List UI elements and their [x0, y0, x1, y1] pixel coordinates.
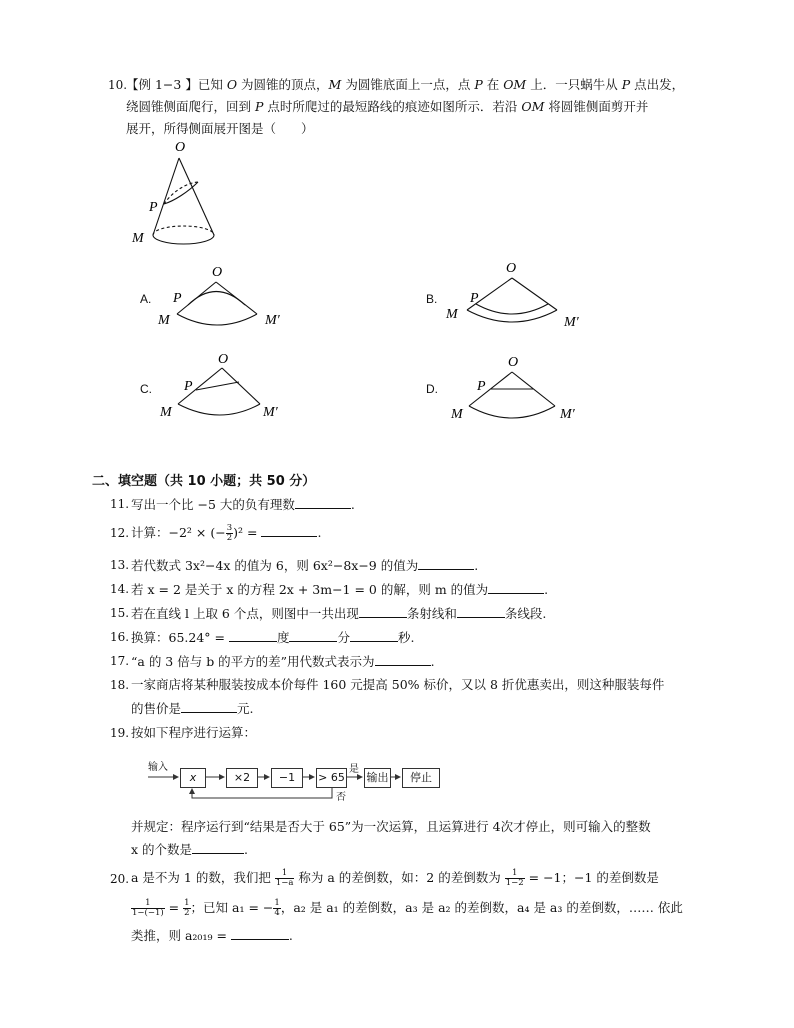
q10-text: 为圆锥底面上一点，点	[341, 77, 475, 92]
sector-arc	[177, 314, 257, 325]
label-P: P	[477, 379, 486, 394]
q16-unit-degree: 度	[276, 630, 290, 645]
q10-line1	[126, 76, 684, 94]
q10-text: 点出发，	[630, 77, 685, 92]
q20-text: = −1；−1 的差倒数是	[524, 870, 659, 885]
q11-prompt: 写出一个比 −5 大的负有理数	[131, 497, 295, 512]
q10-var: OM	[521, 99, 545, 114]
q16-blank-degrees[interactable]	[229, 628, 277, 642]
q16-unit-minute: 分	[337, 630, 350, 645]
q13-answer-blank[interactable]	[418, 556, 474, 570]
label-P: P	[149, 200, 158, 215]
frac-denominator: 4	[274, 908, 280, 918]
label-P: P	[184, 379, 193, 394]
q15-number: 15.	[110, 606, 130, 620]
q20-answer-blank[interactable]	[231, 926, 289, 940]
q12-expression-end: )² =	[233, 525, 262, 540]
cone-right-edge	[179, 158, 214, 235]
q19-answer-blank[interactable]	[192, 840, 244, 854]
label-O: O	[508, 355, 519, 370]
flow-box-x: x	[180, 768, 206, 788]
q10-text: 绕圆锥侧面爬行，回到	[126, 99, 255, 114]
frac-denominator: 1−a	[275, 878, 294, 888]
frac-denominator: 1−2	[505, 878, 524, 888]
frac-numerator: 1	[131, 899, 165, 909]
q16-period: .	[410, 630, 415, 645]
q20-text: 称为 a 的差倒数，如：2 的差倒数为	[294, 870, 505, 885]
q11-period: .	[350, 497, 355, 512]
q17-period: .	[430, 654, 435, 669]
path-curve	[188, 292, 245, 306]
sector-arc	[467, 310, 557, 322]
q14-number: 14.	[110, 582, 130, 596]
label-O: O	[506, 261, 517, 276]
q10-var: M	[328, 77, 342, 92]
q14-prompt: 若 x = 2 是关于 x 的方程 2x + 3m−1 = 0 的解，则 m 的值为	[131, 582, 489, 597]
q12-answer-blank[interactable]	[261, 523, 317, 537]
sector-arc	[178, 404, 260, 415]
q16-unit-second: 秒	[398, 630, 411, 645]
cone-left-edge	[153, 158, 179, 235]
q10-text: 点时所爬过的最短路线的痕迹如图所示．若沿	[263, 99, 522, 114]
q20-text: ；已知 a₁ = −	[190, 900, 274, 915]
q11-text	[131, 495, 355, 514]
q16-blank-seconds[interactable]	[350, 628, 398, 642]
q20-fraction	[183, 899, 190, 918]
q17-prompt: “a 的 3 倍与 b 的平方的差”用代数式表示为	[131, 654, 375, 669]
program-flowchart	[146, 762, 446, 804]
q10-line2	[126, 98, 648, 116]
q19-line2	[131, 840, 248, 859]
cone-base-front	[153, 235, 214, 244]
option-a-label[interactable]: A.	[140, 292, 152, 306]
q13-period: .	[474, 558, 479, 573]
q10-var: OM	[503, 77, 527, 92]
frac-numerator: 3	[226, 523, 233, 533]
q15-blank-rays[interactable]	[359, 604, 407, 618]
label-M-prime: M′	[564, 315, 579, 330]
option-d-label[interactable]: D.	[426, 382, 438, 396]
q16-prompt: 换算：65.24° =	[131, 630, 229, 645]
label-M: M	[451, 407, 463, 422]
q13-prompt: 若代数式 3x²−4x 的值为 6，则 6x²−8x−9 的值为	[131, 558, 419, 573]
q18-number: 18.	[110, 678, 130, 692]
frac-denominator: 2	[226, 533, 233, 543]
q12-expression: 计算：−2² × (−	[131, 525, 226, 540]
q10-line3: 展开，所得侧面展开图是（ ）	[126, 121, 314, 136]
option-d-figure[interactable]	[442, 350, 592, 424]
q12-period: .	[317, 525, 322, 540]
label-O: O	[218, 352, 229, 367]
label-P: P	[173, 291, 182, 306]
flow-box-gt65: > 65	[316, 768, 347, 788]
flow-box-times2: ×2	[226, 768, 258, 788]
q17-text	[131, 652, 435, 671]
label-M: M	[158, 313, 170, 328]
q20-fraction	[131, 899, 165, 918]
q15-prompt: 若在直线 l 上取 6 个点，则图中一共出现	[131, 606, 359, 621]
label-M-prime: M′	[560, 407, 575, 422]
flow-input-label: 输入	[148, 762, 168, 773]
q10-text: 在	[482, 77, 504, 92]
q20-fraction	[275, 869, 295, 888]
label-O: O	[175, 140, 186, 155]
label-M: M	[446, 307, 458, 322]
q11-answer-blank[interactable]	[295, 495, 351, 509]
q20-period: .	[288, 928, 293, 943]
q19-period: .	[244, 842, 249, 857]
q20-text: =	[164, 900, 184, 915]
q14-answer-blank[interactable]	[488, 580, 544, 594]
q11-number: 11.	[110, 497, 130, 511]
frac-numerator: 1	[275, 869, 295, 879]
sector-edge-right	[512, 278, 557, 310]
q13-text	[131, 556, 478, 575]
q20-number: 20.	[110, 872, 130, 886]
q18-line2	[131, 699, 254, 718]
flow-box-stop: 停止	[402, 768, 440, 788]
q10-var: P	[254, 99, 264, 114]
q18-period: .	[249, 701, 254, 716]
option-b-label[interactable]: B.	[426, 292, 438, 306]
q20-line2	[131, 894, 683, 922]
q16-number: 16.	[110, 630, 130, 644]
label-M: M	[160, 405, 172, 420]
q16-blank-minutes[interactable]	[289, 628, 337, 642]
section-heading: 二、填空题（共 10 小题；共 50 分）	[92, 474, 316, 489]
frac-denominator: 2	[184, 908, 190, 918]
q10-var: P	[474, 77, 483, 92]
q10-number: 10.	[108, 78, 128, 92]
q15-prompt-mid: 条射线和	[406, 606, 457, 621]
q17-number: 17.	[110, 654, 130, 668]
q15-prompt-end: 条线段	[504, 606, 543, 621]
frac-numerator: 1	[505, 869, 525, 879]
q12-number: 12.	[110, 526, 130, 540]
q20-text: a 是不为 1 的数，我们把	[131, 870, 275, 885]
frac-denominator: 1−(−1)	[132, 908, 164, 918]
sector-arc	[469, 406, 555, 418]
sector-edge-right	[222, 368, 260, 404]
q10-text: 上．一只蜗牛从	[526, 77, 622, 92]
label-M-prime: M′	[265, 313, 280, 328]
q19-number: 19.	[110, 726, 130, 740]
q12-text	[131, 520, 321, 546]
snail-path	[164, 182, 198, 204]
q16-text	[131, 628, 415, 647]
option-a-figure[interactable]	[150, 260, 300, 332]
q18-prompt: 的售价是	[131, 701, 182, 716]
q14-text	[131, 580, 548, 599]
q20-fraction	[505, 869, 525, 888]
label-P: P	[470, 291, 479, 306]
q19-prompt: x 的个数是	[131, 842, 193, 857]
cone-base-back	[153, 226, 214, 235]
snail-path-hidden	[164, 182, 198, 204]
q19-line1: 并规定：程序运行到“结果是否大于 65”为一次运算，且运算进行 4次才停止，则可输入的整数	[131, 819, 651, 834]
frac-numerator: 1	[274, 898, 280, 908]
path-segment	[196, 382, 239, 390]
q14-period: .	[544, 582, 549, 597]
label-O: O	[212, 265, 223, 280]
label-M: M	[132, 231, 144, 246]
flow-no-label: 否	[336, 792, 346, 803]
option-c-figure[interactable]	[150, 348, 300, 422]
q20-line3	[131, 926, 293, 945]
q13-number: 13.	[110, 558, 130, 572]
flow-yes-label: 是	[349, 764, 359, 775]
q10-text: 将圆锥侧面剪开并	[544, 99, 649, 114]
q20-line1	[131, 864, 659, 892]
q10-text: 为圆锥的顶点，	[237, 77, 329, 92]
arrow-loop	[192, 787, 332, 798]
q15-blank-segments[interactable]	[457, 604, 505, 618]
flow-box-output: 输出	[364, 768, 391, 788]
q15-text	[131, 604, 546, 623]
q18-answer-blank[interactable]	[181, 699, 237, 713]
option-c-label[interactable]: C.	[140, 382, 152, 396]
q10-var: O	[226, 77, 238, 92]
label-M-prime: M′	[263, 405, 278, 420]
q18-unit: 元	[237, 701, 250, 716]
flow-box-minus1: −1	[271, 768, 303, 788]
path-curve	[476, 304, 548, 314]
q19-intro: 按如下程序进行运算：	[131, 725, 257, 740]
q20-text: 类推，则 a₂₀₁₉ =	[131, 928, 231, 943]
q10-var: P	[621, 77, 631, 92]
q15-period: .	[542, 606, 547, 621]
q18-line1: 一家商店将某种服装按成本价每件 160 元提高 50% 标价，又以 8 折优惠卖出，则这种服装每件	[131, 677, 665, 692]
q10-text: 【例 1−3 】已知	[126, 77, 227, 92]
q20-fraction	[273, 899, 280, 918]
q20-text: ，a₂ 是 a₁ 的差倒数，a₃ 是 a₂ 的差倒数，a₄ 是 a₃ 的差倒数，…… 依此	[280, 900, 683, 915]
q17-answer-blank[interactable]	[375, 652, 431, 666]
frac-numerator: 1	[184, 898, 190, 908]
cone-figure	[128, 138, 228, 250]
option-b-figure[interactable]	[442, 256, 592, 334]
